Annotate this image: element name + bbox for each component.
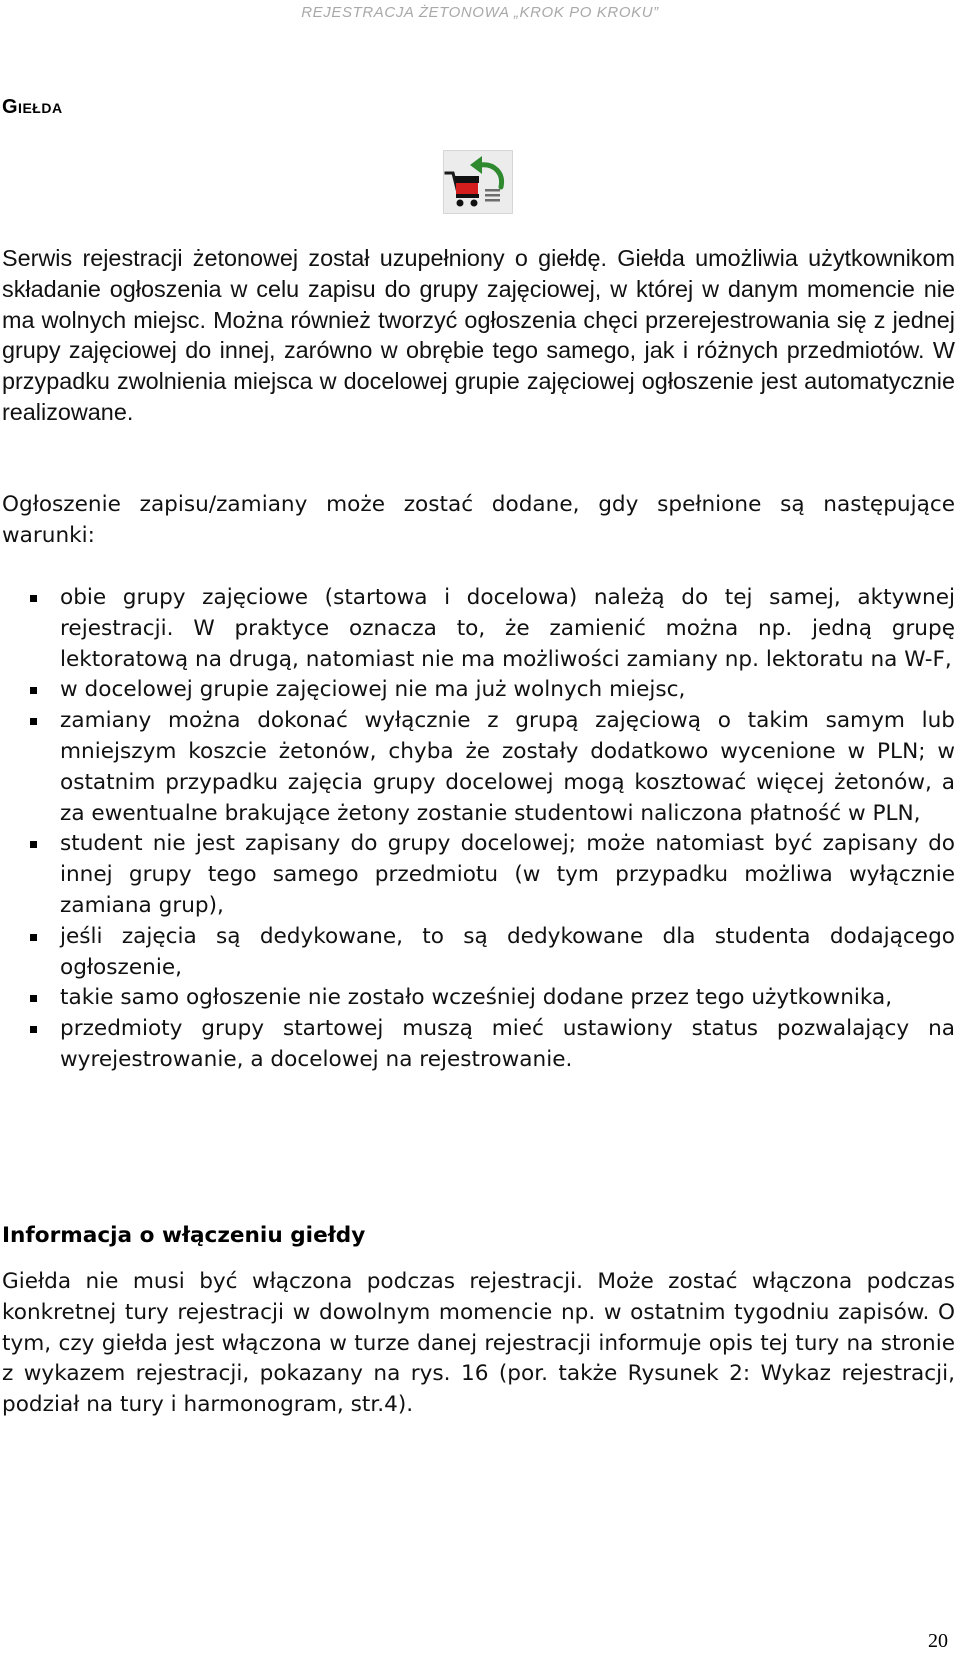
list-item [2,1014,955,1076]
conditions-list [2,583,955,1076]
bullet-icon [30,934,37,941]
running-header: REJESTRACJA ŻETONOWA „KROK PO KROKU” [301,4,659,21]
bullet-icon [30,995,37,1002]
page-number: 20 [928,1630,948,1652]
list-item-text: w docelowej grupie zajęciowej nie ma już wolnych miejsc, [60,677,686,703]
bullet-icon [30,687,37,694]
list-item-text: zamiany można dokonać wyłącznie z grupą zajęciową o takim samym lub mniejszym koszcie żetonów, chyba że zostały dodatkowo wycenione w PLN; w ostatnim przypadku zajęcia grupy docelowej mogą kosztować więcej żetonów, a za ewentualne brakujące żetony zostanie studentowi naliczona płatność w PLN, [60,708,955,826]
list-item [2,583,955,675]
list-item [2,675,955,706]
list-item-text: przedmioty grupy startowej muszą mieć ustawiony status pozwalający na wyrejestrowanie, a docelowej na rejestrowanie. [60,1016,955,1072]
section-heading: Giełda [2,96,63,118]
conditions-intro: Ogłoszenie zapisu/zamiany może zostać dodane, gdy spełnione są następujące warunki: [2,492,955,548]
list-item [2,983,955,1014]
list-item-text: jeśli zajęcia są dedykowane, to są dedykowane dla studenta dodającego ogłoszenie, [60,923,955,980]
bullet-icon [30,1026,37,1033]
list-item [2,922,955,984]
bullet-icon [30,718,37,725]
list-item [2,829,955,921]
list-item-text: takie samo ogłoszenie nie zostało wcześniej dodane przez tego użytkownika, [60,985,893,1011]
bullet-icon [30,595,37,602]
list-item-text: student nie jest zapisany do grupy docelowej; może natomiast być zapisany do innej grupy tego samego przedmiotu (w tym przypadku możliwa wyłącznie zamiana grup), [60,831,955,918]
list-item [2,706,955,829]
intro-paragraph: Serwis rejestracji żetonowej został uzupełniony o giełdę. Giełda umożliwia użytkownikom składanie ogłoszenia w celu zapisu do grupy zajęciowej, w której w danym momencie nie ma wolnych miejsc. Można również tworzyć ogłoszenia chęci przerejestrowania się z jednej grupy zajęciowej do innej, zarówno w obrębie tego samego, jak i różnych przedmiotów. W przypadku zwolnienia miejsca w docelowej grupie zajęciowej ogłoszenie jest automatycznie realizowane. [2,245,955,425]
list-item-text: obie grupy zajęciowe (startowa i docelowa) należą do tej samej, aktywnej rejestracji. W praktyce oznacza to, że zamienić można np. jedną grupę lektoratową na drugą, natomiast nie ma możliwości zamiany np. lektoratu na W-F, [60,585,955,672]
info-paragraph: Giełda nie musi być włączona podczas rejestracji. Może zostać włączona podczas konkretnej tury rejestracji w dowolnym momencie np. w ostatnim tygodniu zapisów. O tym, czy giełda jest włączona w turze danej rejestracji informuje opis tej tury na stronie z wykazem rejestracji, pokazany na rys. 16 (por. także Rysunek 2: Wykaz rejestracji, podział na tury i harmonogram, str.4). [2,1269,955,1418]
exchange-cart-icon [443,150,513,214]
info-heading: Informacja o włączeniu giełdy [2,1223,366,1248]
bullet-icon [30,841,37,848]
